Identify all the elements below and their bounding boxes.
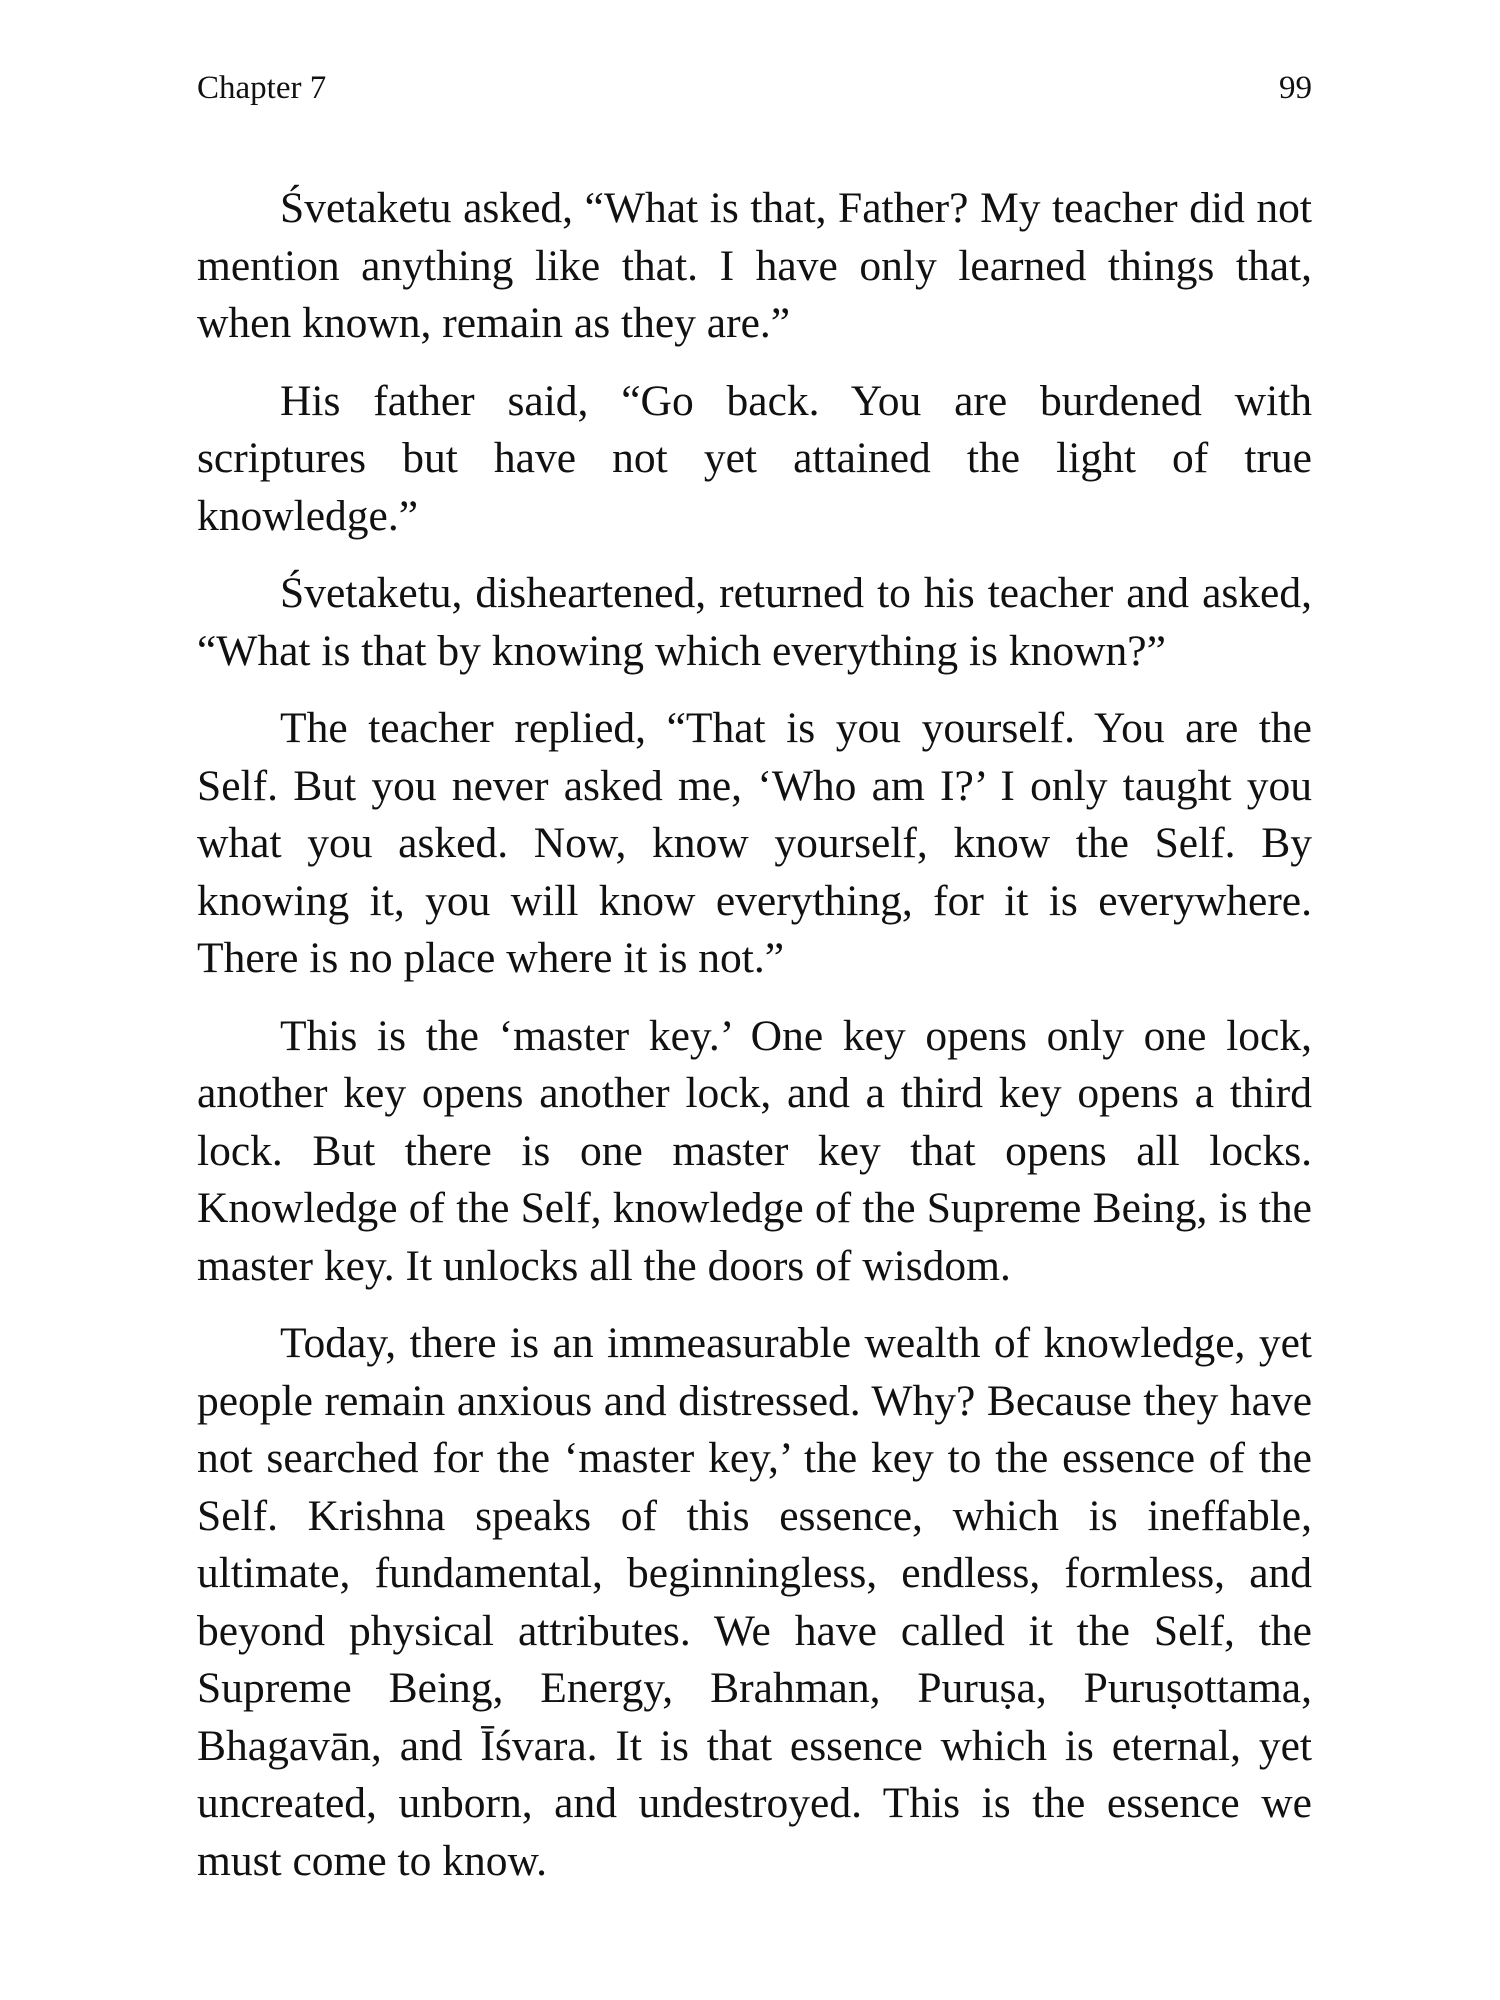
paragraph-1: Śvetaketu asked, “What is that, Father? My teacher did not mention anything like that. I have only learned things that, when known, remain as they are.” [197,184,1312,347]
paragraph-2: His father said, “Go back. You are burdened with scriptures but have not yet attained the light of true knowledge.” [197,376,1312,540]
chapter-title: Chapter 7 [197,70,327,106]
running-head [197,68,1312,108]
paragraph-6: Today, there is an immeasurable wealth of knowledge, yet people remain anxious and distressed. Why? Because they have not searched for the ‘master key,’ the key to the essence of the Self. Krishna speaks of this essence, which is ineffable, ultimate, fundamental, beginningless, endless, formless, and beyond physical attributes. We have called it the Self, the Supreme Being, Energy, Brahman, Puruṣa, Puruṣottama, Bhagavān, and Īśvara. It is that essence which is eternal, yet uncreated, unborn, and undestroyed. This is the essence we must come to know. [197,1319,1312,1885]
book-page [197,68,1312,1910]
paragraph-4: The teacher replied, “That is you yourself. You are the Self. But you never asked me, ‘Who am I?’ I only taught you what you asked. Now, know yourself, know the Self. By knowing it, you will know everything, for it is everywhere. There is no place where it is not.” [197,704,1312,982]
page-number: 99 [1279,70,1312,106]
body-text [197,180,1312,1890]
paragraph-3: Śvetaketu, disheartened, returned to his teacher and asked, “What is that by knowing which everything is known?” [197,569,1312,675]
paragraph-5: This is the ‘master key.’ One key opens only one lock, another key opens another lock, and a third key opens a third lock. But there is one master key that opens all locks. Knowledge of the Self, knowledge of the Supreme Being, is the master key. It unlocks all the doors of wisdom. [197,1011,1312,1290]
